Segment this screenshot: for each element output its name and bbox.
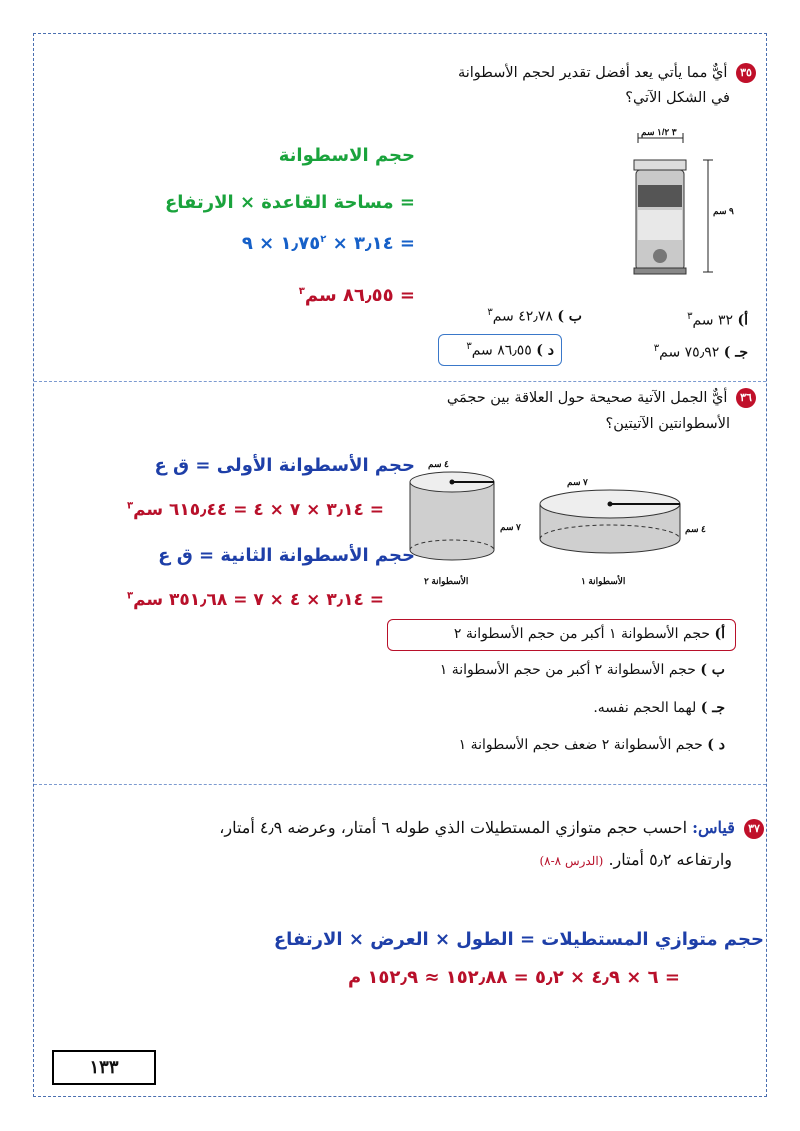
q35-fig-top-label: ٣ ١/٢ سم	[641, 127, 677, 137]
option-b-value: ٤٢٫٧٨ سم	[492, 308, 553, 325]
q35-option-c[interactable]	[654, 343, 748, 361]
q36-solution-title1: حجم الأسطوانة الأولى = ق ع	[154, 455, 415, 476]
q37-line2	[539, 850, 732, 869]
option-d-sup: ٣	[466, 341, 472, 352]
q36-cylinder-1-figure	[536, 484, 686, 566]
q36-solution-calc1	[127, 500, 384, 520]
q36-calc2-main: = ٣٫١٤ × ٤ × ٧ = ٣٥١٫٦٨ سم	[133, 590, 384, 610]
q36-option-c[interactable]	[593, 700, 725, 716]
option-c-label: جـ )	[723, 344, 748, 361]
page-number: ١٣٣	[52, 1050, 156, 1085]
q36-text-2: الأسطوانتين الآتيتين؟	[605, 416, 730, 432]
q37-text-2: وارتفاعه ٥٫٢ أمتار.	[608, 850, 732, 869]
q36-option-b-label: ب )	[700, 662, 725, 678]
q35-line2-main: = ٣٫١٤ × ١٫٧٥	[280, 233, 415, 254]
q36-calc1-sup: ٣	[126, 500, 134, 512]
q37-solution-line2: = ٦ × ٤٫٩ × ٥٫٢ = ١٥٢٫٨٨ ≈ ١٥٢٫٩ م	[347, 967, 680, 988]
q36-option-a-label: أ)	[714, 626, 725, 642]
q36-option-c-label: جـ )	[700, 700, 725, 716]
q37-text-1: احسب حجم متوازي المستطيلات الذي طوله ٦ أمتار، وعرضه ٤٫٩ أمتار،	[219, 818, 688, 837]
option-d-label: د )	[536, 342, 554, 359]
q36-line1	[447, 388, 756, 408]
q36-option-c-text: لهما الحجم نفسه.	[593, 700, 697, 716]
q35-text-1: أيٌّ مما يأتي يعد أفضل تقدير لحجم الأسطوانة	[457, 65, 728, 81]
cyl2-side-label: ٧ سم	[500, 522, 521, 532]
q37-lesson-ref: (الدرس ٨-٨)	[539, 854, 604, 868]
q37-number-badge: ٣٧	[744, 819, 764, 839]
q35-option-b[interactable]	[487, 307, 582, 325]
q35-line2-sup: ٢	[320, 234, 327, 245]
q35-solution-line3	[299, 285, 415, 306]
q36-number-badge: ٣٦	[736, 388, 756, 408]
cyl1-top-label: ٧ سم	[567, 477, 588, 487]
q35-solution-line2	[242, 233, 415, 254]
q36-option-d[interactable]	[459, 737, 725, 753]
option-a-sup: ٣	[687, 311, 693, 322]
separator-2	[34, 784, 766, 785]
q36-option-d-label: د )	[707, 737, 725, 753]
q35-fig-side-label: ٩ سم	[713, 206, 734, 216]
q36-text-1: أيٌّ الجمل الآتية صحيحة حول العلاقة بين حجمَي	[446, 390, 728, 406]
q35-text-2: في الشكل الآتي؟	[625, 90, 730, 106]
q35-number-badge: ٣٥	[736, 63, 756, 83]
separator-1	[34, 381, 766, 382]
option-b-label: ب )	[557, 308, 582, 325]
q35-line3-main: = ٨٦٫٥٥ سم	[304, 285, 415, 306]
q36-solution-title2: حجم الأسطوانة الثانية = ق ع	[158, 545, 415, 566]
option-d-value: ٨٦٫٥٥ سم	[471, 342, 532, 359]
q35-option-a[interactable]	[687, 311, 748, 329]
q37-keyword: قياس:	[692, 818, 735, 837]
q35-solution-line1: = مساحة القاعدة × الارتفاع	[164, 192, 415, 213]
q36-option-a[interactable]	[454, 626, 725, 642]
option-a-label: أ)	[737, 312, 748, 329]
cyl1-caption: الأسطوانة ١	[581, 576, 626, 586]
cyl2-caption: الأسطوانة ٢	[424, 576, 469, 586]
option-c-sup: ٣	[653, 343, 660, 354]
q36-calc2-sup: ٣	[126, 590, 134, 602]
q36-solution-calc2	[127, 590, 384, 610]
q35-line2-tail: × ٩	[241, 233, 275, 254]
q36-option-d-text: حجم الأسطوانة ٢ ضعف حجم الأسطوانة ١	[458, 737, 703, 753]
q35-cylinder-figure	[628, 130, 738, 280]
q36-cylinder-2-figure	[404, 470, 504, 575]
q35-option-d[interactable]	[466, 341, 554, 359]
q36-option-a-text: حجم الأسطوانة ١ أكبر من حجم الأسطوانة ٢	[453, 626, 711, 642]
q35-solution-title: حجم الاسطوانة	[278, 145, 415, 166]
q37-solution-line1: حجم متوازي المستطيلات = الطول × العرض × الارتفاع	[273, 929, 764, 950]
option-a-value: ٣٢ سم	[692, 312, 734, 329]
q36-option-b[interactable]	[440, 662, 725, 678]
q36-calc1-main: = ٣٫١٤ × ٧ × ٤ = ٦١٥٫٤٤ سم	[133, 500, 384, 520]
q35-line3-sup: ٣	[298, 286, 305, 297]
q36-option-b-text: حجم الأسطوانة ٢ أكبر من حجم الأسطوانة ١	[439, 662, 696, 678]
q35-line1	[458, 63, 756, 83]
q37-line1	[219, 818, 764, 839]
cyl2-top-label: ٤ سم	[428, 459, 449, 469]
option-b-sup: ٣	[487, 307, 493, 318]
cyl1-side-label: ٤ سم	[685, 524, 706, 534]
option-c-value: ٧٥٫٩٢ سم	[659, 344, 720, 361]
